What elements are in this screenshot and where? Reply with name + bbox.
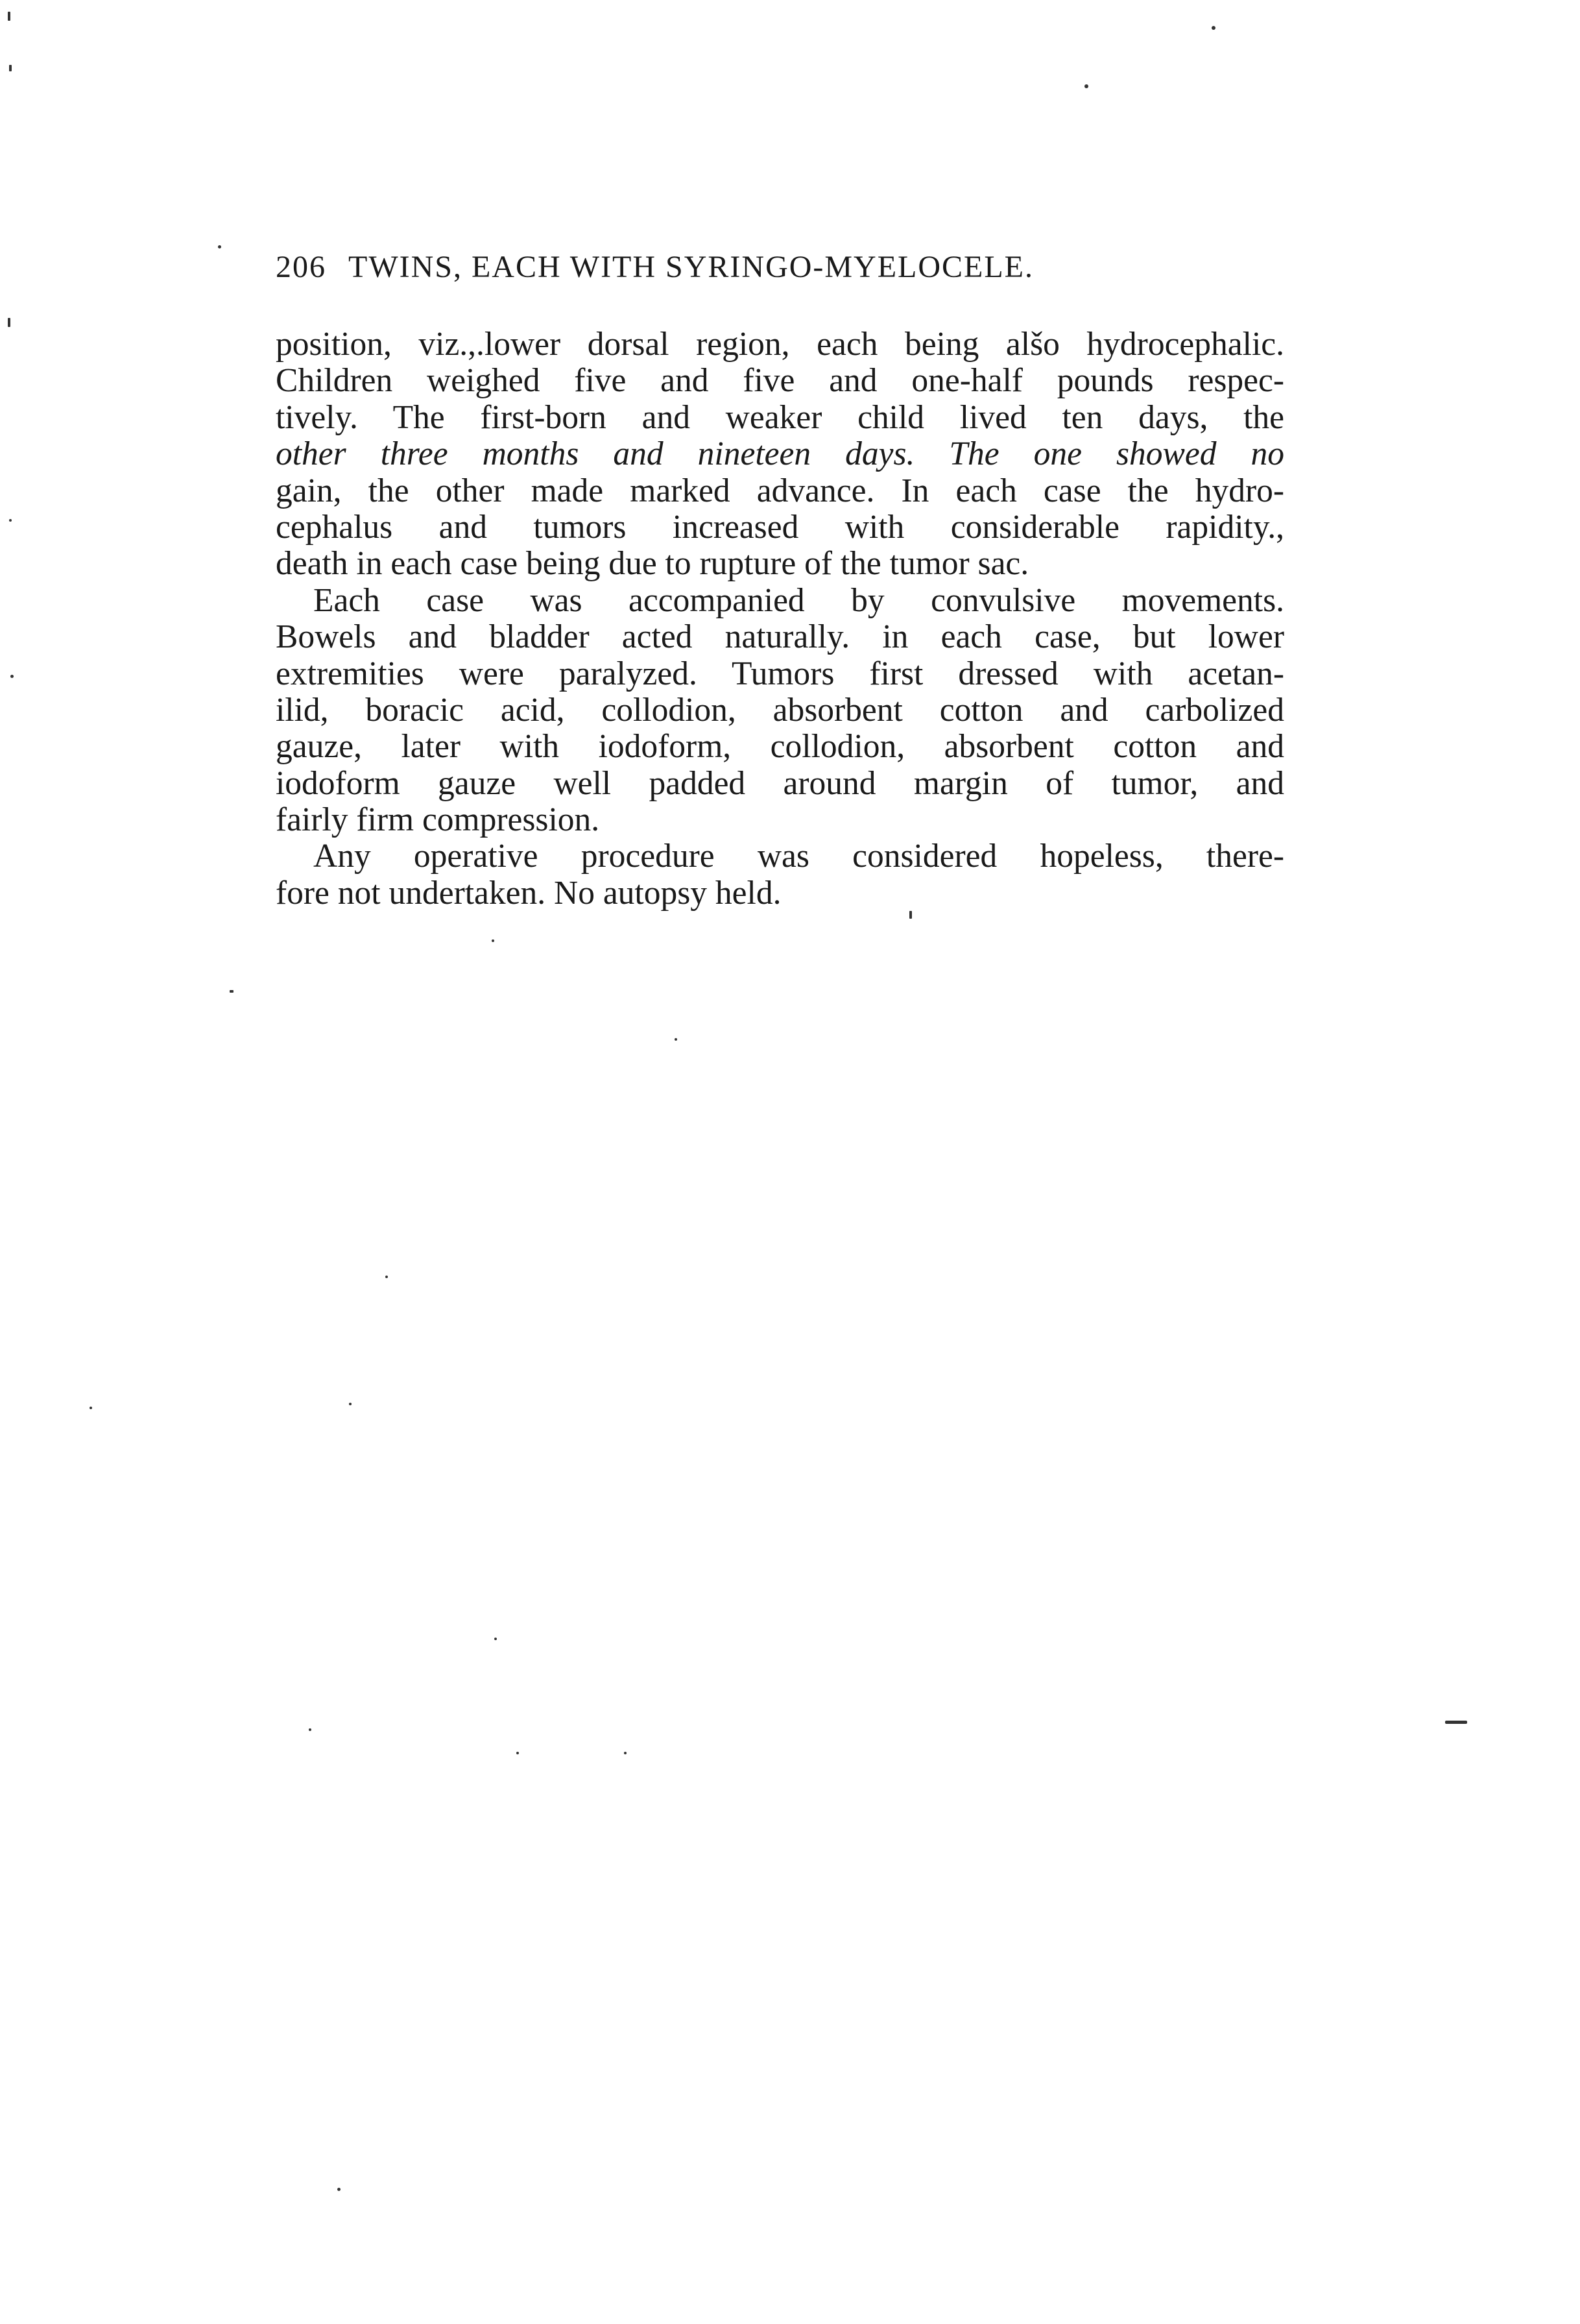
scan-speck: [909, 911, 912, 919]
text-line: Any operative procedure was considered hopeless, there-: [313, 838, 1284, 875]
text-line: extremities were paralyzed. Tumors first dressed with acetan-: [276, 655, 1284, 692]
scan-speck: [10, 675, 14, 678]
scan-speck: [494, 1638, 497, 1640]
scan-speck: [309, 1728, 311, 1731]
scan-speck: [1445, 1721, 1467, 1724]
text-line: [276, 436, 1284, 472]
text-line: Bowels and bladder acted naturally. in each case, but lower: [276, 619, 1284, 656]
text-line: fairly firm compression.: [276, 802, 600, 839]
italic-text: The one showed no: [949, 436, 1284, 473]
scan-speck: [385, 1276, 388, 1278]
text-line: Each case was accompanied by convulsive movements.: [313, 582, 1284, 619]
italic-text: other three months and nineteen days.: [276, 436, 915, 473]
text-line: cephalus and tumors increased with considerable rapidity.,: [276, 509, 1284, 546]
text-space: [915, 436, 949, 472]
text-line: gauze, later with iodoform, collodion, absorbent cotton and: [276, 729, 1284, 766]
running-header: [276, 252, 1281, 283]
scan-speck: [8, 318, 10, 327]
scan-speck: [1084, 84, 1088, 88]
scan-speck: [516, 1752, 519, 1754]
scan-speck: [9, 65, 12, 71]
text-line: iodoform gauze well padded around margin of tumor, and: [276, 765, 1284, 802]
text-line: gain, the other made marked advance. In each case the hydro-: [276, 472, 1284, 509]
body-text: [276, 326, 1284, 912]
scan-speck: [230, 990, 233, 993]
scan-speck: [492, 939, 494, 942]
text-line: position, viz.,.lower dorsal region, each being alšo hydrocephalic.: [276, 326, 1284, 363]
paragraph: [276, 326, 1284, 583]
text-line: tively. The first-born and weaker child lived ten days, the: [276, 399, 1284, 436]
paragraph: [276, 583, 1284, 839]
scan-speck: [675, 1038, 677, 1041]
scan-speck: [1212, 26, 1215, 30]
paragraph: [276, 838, 1284, 912]
running-title: TWINS, EACH WITH SYRINGO-MYELOCELE.: [348, 250, 1034, 284]
text-line: Children weighed five and five and one-half pounds respec-: [276, 363, 1284, 400]
scan-speck: [624, 1752, 627, 1754]
scan-speck: [9, 519, 12, 522]
scan-speck: [8, 12, 10, 21]
text-line: fore not undertaken. No autopsy held.: [276, 875, 782, 912]
page-number: 206: [276, 250, 326, 284]
scan-speck: [218, 245, 221, 248]
scan-speck: [349, 1403, 352, 1405]
scan-speck: [90, 1407, 92, 1409]
text-line: ilid, boracic acid, collodion, absorbent cotton and carbolized: [276, 692, 1284, 729]
scan-speck: [337, 2188, 341, 2191]
text-line: death in each case being due to rupture of the tumor sac.: [276, 546, 1029, 583]
